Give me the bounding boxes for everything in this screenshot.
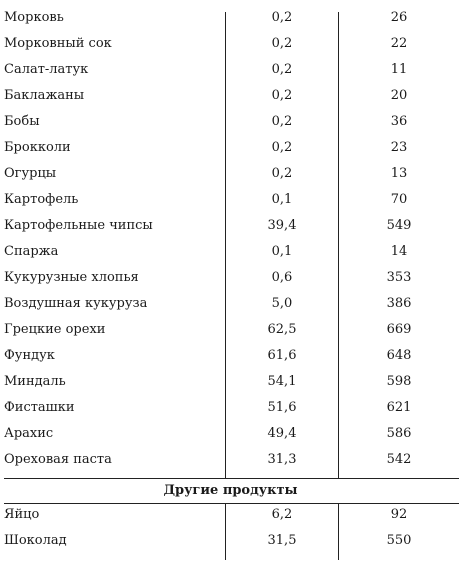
food-name-cell: Шоколад xyxy=(4,533,67,548)
food-name-cell: Огурцы xyxy=(4,166,57,181)
kcal-value-cell: 26 xyxy=(390,10,408,25)
kcal-value-cell: 70 xyxy=(390,192,408,207)
section-header-row xyxy=(0,478,461,503)
food-name-cell: Морковь xyxy=(4,10,64,25)
kcal-value-cell: 20 xyxy=(390,88,408,103)
fat-value-cell: 49,4 xyxy=(267,426,297,441)
table-row xyxy=(0,213,461,239)
table-row xyxy=(0,265,461,291)
fat-value-cell: 0,1 xyxy=(271,192,293,207)
kcal-value-cell: 586 xyxy=(386,426,412,441)
table-row xyxy=(0,57,461,83)
column-divider xyxy=(225,12,226,478)
food-name-cell: Бобы xyxy=(4,114,40,129)
fat-value-cell: 31,5 xyxy=(267,533,297,548)
table-row xyxy=(0,447,461,473)
food-name-cell: Спаржа xyxy=(4,244,59,259)
table-row xyxy=(0,239,461,265)
table-row xyxy=(0,83,461,109)
food-name-cell: Морковный сок xyxy=(4,36,112,51)
fat-value-cell: 5,0 xyxy=(271,296,293,311)
kcal-value-cell: 550 xyxy=(386,533,412,548)
food-name-cell: Картофельные чипсы xyxy=(4,218,153,233)
fat-value-cell: 62,5 xyxy=(267,322,297,337)
kcal-value-cell: 621 xyxy=(386,400,412,415)
table-row xyxy=(0,31,461,57)
fat-value-cell: 39,4 xyxy=(267,218,297,233)
fat-value-cell: 51,6 xyxy=(267,400,297,415)
fat-value-cell: 0,2 xyxy=(271,166,293,181)
food-name-cell: Фисташки xyxy=(4,400,75,415)
table-row xyxy=(0,109,461,135)
kcal-value-cell: 648 xyxy=(386,348,412,363)
food-name-cell: Грецкие орехи xyxy=(4,322,106,337)
table-row xyxy=(0,5,461,31)
fat-value-cell: 0,2 xyxy=(271,10,293,25)
fat-value-cell: 0,2 xyxy=(271,36,293,51)
kcal-value-cell: 353 xyxy=(386,270,412,285)
fat-value-cell: 6,2 xyxy=(271,507,293,522)
table-row xyxy=(0,502,461,528)
fat-value-cell: 61,6 xyxy=(267,348,297,363)
fat-value-cell: 31,3 xyxy=(267,452,297,467)
fat-value-cell: 0,2 xyxy=(271,62,293,77)
column-divider xyxy=(338,12,339,478)
food-name-cell: Миндаль xyxy=(4,374,66,389)
kcal-value-cell: 669 xyxy=(386,322,412,337)
kcal-value-cell: 22 xyxy=(390,36,408,51)
column-divider xyxy=(338,503,339,560)
kcal-value-cell: 13 xyxy=(390,166,408,181)
food-name-cell: Яйцо xyxy=(4,507,40,522)
table-row xyxy=(0,343,461,369)
table-row xyxy=(0,135,461,161)
kcal-value-cell: 92 xyxy=(390,507,408,522)
fat-value-cell: 54,1 xyxy=(267,374,297,389)
food-name-cell: Воздушная кукуруза xyxy=(4,296,148,311)
fat-value-cell: 0,2 xyxy=(271,114,293,129)
kcal-value-cell: 36 xyxy=(390,114,408,129)
kcal-value-cell: 549 xyxy=(386,218,412,233)
food-name-cell: Картофель xyxy=(4,192,79,207)
food-name-cell: Арахис xyxy=(4,426,54,441)
food-name-cell: Фундук xyxy=(4,348,55,363)
table-row xyxy=(0,161,461,187)
food-name-cell: Ореховая паста xyxy=(4,452,112,467)
table-row xyxy=(0,369,461,395)
food-name-cell: Кукурузные хлопья xyxy=(4,270,139,285)
fat-value-cell: 0,2 xyxy=(271,140,293,155)
table-row xyxy=(0,317,461,343)
table-row xyxy=(0,395,461,421)
column-divider xyxy=(225,503,226,560)
fat-value-cell: 0,6 xyxy=(271,270,293,285)
kcal-value-cell: 23 xyxy=(390,140,408,155)
section-title: Другие продукты xyxy=(163,483,298,498)
kcal-value-cell: 11 xyxy=(390,62,408,77)
kcal-value-cell: 542 xyxy=(386,452,412,467)
fat-value-cell: 0,2 xyxy=(271,88,293,103)
kcal-value-cell: 386 xyxy=(386,296,412,311)
kcal-value-cell: 14 xyxy=(390,244,408,259)
kcal-value-cell: 598 xyxy=(386,374,412,389)
fat-value-cell: 0,1 xyxy=(271,244,293,259)
table-row xyxy=(0,187,461,213)
table-row xyxy=(0,421,461,447)
table-row xyxy=(0,528,461,554)
food-name-cell: Салат-латук xyxy=(4,62,89,77)
food-name-cell: Брокколи xyxy=(4,140,71,155)
food-name-cell: Баклажаны xyxy=(4,88,85,103)
table-row xyxy=(0,291,461,317)
